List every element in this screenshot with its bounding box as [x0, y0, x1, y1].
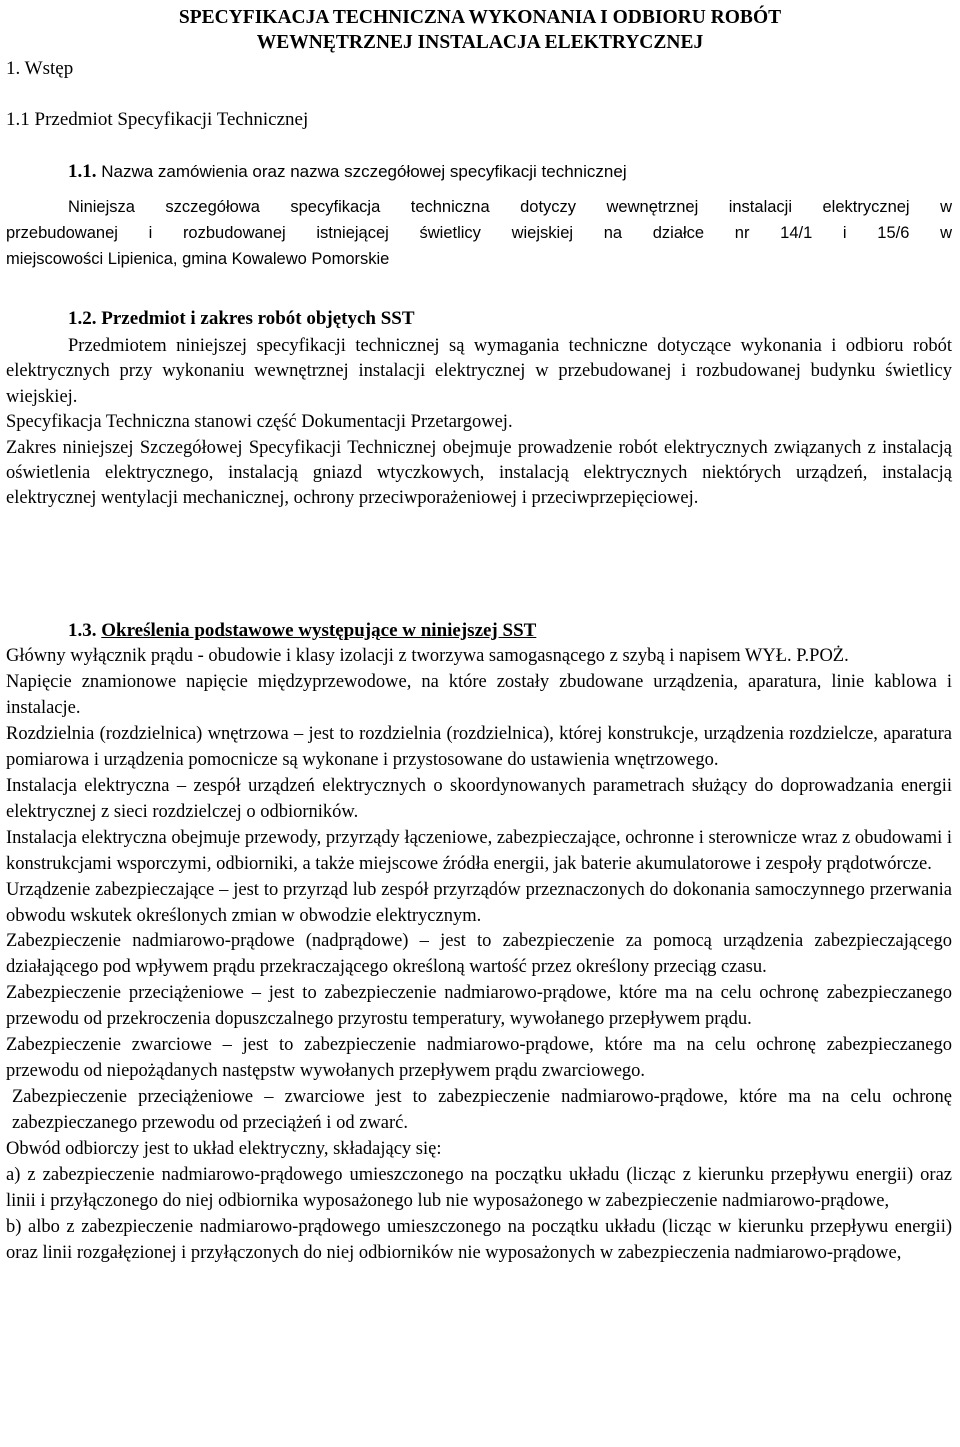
- definition-receiving-circuit: Obwód odbiorczy jest to układ elektryczny, składający się:: [6, 1139, 442, 1160]
- paragraph-line: Niniejsza szczegółowa specyfikacja techniczna dotyczy wewnętrznej instalacji elektrycznej w: [68, 198, 952, 216]
- definition-installation-scope: Instalacja elektryczna obejmuje przewody, przyrządy łączeniowe, zabezpieczające, ochronne i sterownicze wraz z obudowami i konstrukcjami wsporczymi, odbiorniki, a także miejscowe źródła energii, jak baterie akumulatorowe i zespoły prądotwórcze.: [6, 827, 952, 874]
- definition-short-circuit-protection: Zabezpieczenie zwarciowe – jest to zabezpieczenie nadmiarowo-prądowe, które ma na celu ochronę zabezpieczanego przewodu od niepożądanych następstw wywołanych przepływem prądu zwarciowego.: [6, 1035, 952, 1082]
- section-title: Określenia podstawowe występujące w niniejszej SST: [101, 620, 537, 641]
- definition-rated-voltage: Napięcie znamionowe napięcie międzyprzewodowe, na które zostały zbudowane urządzenia, aparatura, linie kablowa i instalacje.: [6, 671, 952, 718]
- definition-item-b: b) albo z zabezpieczenie nadmiarowo-prądowego umieszczonego na początku układu (licząc w kierunku przepływu energii) oraz linii rozgałęzionej i przyłączonych do niej odbiorników nie wyposażonych w zabezpieczenia nadmiarowo-prądowe,: [6, 1216, 952, 1263]
- definition-item-a: a) z zabezpieczenie nadmiarowo-prądowego umieszczonego na początku układu (licząc z kierunku przepływu energii) oraz linii i przyłączonego do niej odbiornika wyposażonego lub nie wyposażonego w zabezpieczenie nadmiarowo-prądowe,: [6, 1165, 952, 1212]
- definition-overload-protection: Zabezpieczenie przeciążeniowe – jest to zabezpieczenie nadmiarowo-prądowe, które ma na celu ochronę zabezpieczanego przewodu od przekroczenia dopuszczalnego przyrostu temperatury, wywołanego przepływem prądu.: [6, 983, 952, 1030]
- section-heading-introduction: 1. Wstęp: [6, 58, 74, 79]
- document-title-line1: SPECYFIKACJA TECHNICZNA WYKONANIA I ODBIORU ROBÓT: [178, 7, 782, 28]
- section-title: Przedmiot i zakres robót objętych SST: [101, 308, 415, 329]
- section-title: Nazwa zamówienia oraz nazwa szczegółowej specyfikacji technicznej: [101, 162, 627, 181]
- definition-electrical-installation: Instalacja elektryczna – zespół urządzeń elektrycznych o skoordynowanych parametrach służący do doprowadzania energii elektrycznej z sieci rozdzielczej o odbiorników.: [6, 775, 952, 822]
- paragraph-line: miejscowości Lipienica, gmina Kowalewo Pomorskie: [6, 250, 390, 268]
- section-number: 1.3.: [68, 620, 97, 641]
- section-heading-1-3: [68, 620, 536, 642]
- section-1-3-body: [6, 644, 952, 1267]
- document-title-line2: WEWNĘTRZNEJ INSTALACJA ELEKTRYCZNEJ: [256, 32, 704, 53]
- definition-protective-device: Urządzenie zabezpieczające – jest to przyrząd lub zespół przyrządów przeznaczonych do dokonania samoczynnego przerwania obwodu wskutek określonych zmian w obwodzie elektrycznym.: [6, 879, 952, 926]
- definition-overcurrent-protection: Zabezpieczenie nadmiarowo-prądowe (nadprądowe) – jest to zabezpieczenie za pomocą urządzenia zabezpieczającego działającego pod wpływem prądu przekraczającego określoną wartość przez określony przeciąg czasu.: [6, 931, 952, 978]
- definition-indoor-switchgear: Rozdzielnia (rozdzielnica) wnętrzowa – jest to rozdzielnia (rozdzielnica), której konstrukcje, urządzenia rozdzielcze, aparatura pomiarowa i urządzenia pomocnicze są wykonane i przystosowane do ustawienia wnętrzowego.: [6, 723, 952, 770]
- paragraph: Przedmiotem niniejszej specyfikacji technicznej są wymagania techniczne dotyczące wykonania i odbioru robót elektrycznych przy wykonaniu wewnętrznej instalacji elektrycznej w przebudowanej i rozbudowanej budynku świetlicy wiejskiej.: [6, 336, 952, 407]
- definition-main-switch: Główny wyłącznik prądu - obudowie i klasy izolacji z tworzywa samogasnącego z szybą i napisem WYŁ. P.POŻ.: [6, 646, 849, 666]
- section-1-2-body: [6, 334, 952, 512]
- section-heading-1-1-1: [68, 161, 627, 183]
- section-heading-1-2: [68, 308, 415, 330]
- section-heading-subject: 1.1 Przedmiot Specyfikacji Technicznej: [6, 109, 309, 130]
- paragraph: Zakres niniejszej Szczegółowej Specyfikacji Technicznej obejmuje prowadzenie robót elektrycznych związanych z instalacją oświetlenia elektrycznego, instalacją gniazd wtyczkowych, instalacją elektrycznych niektórych urządzeń, instalacją elektrycznej wentylacji mechanicznej, ochrony przeciwporażeniowej i przeciwprzepięciowej.: [6, 437, 952, 509]
- paragraph-line: przebudowanej i rozbudowanej istniejącej świetlicy wiejskiej na działce nr 14/1 i 15/6 w: [6, 224, 952, 242]
- section-number: 1.1.: [68, 161, 97, 182]
- paragraph: Specyfikacja Techniczna stanowi część Dokumentacji Przetargowej.: [6, 412, 513, 433]
- section-number: 1.2.: [68, 308, 97, 329]
- section-1-1-1-body: [6, 194, 952, 272]
- definition-overload-short-circuit: Zabezpieczenie przeciążeniowe – zwarciowe jest to zabezpieczenie nadmiarowo-prądowe, które ma na celu ochronę zabezpieczanego przewodu od przeciążeń i od zwarć.: [12, 1087, 952, 1134]
